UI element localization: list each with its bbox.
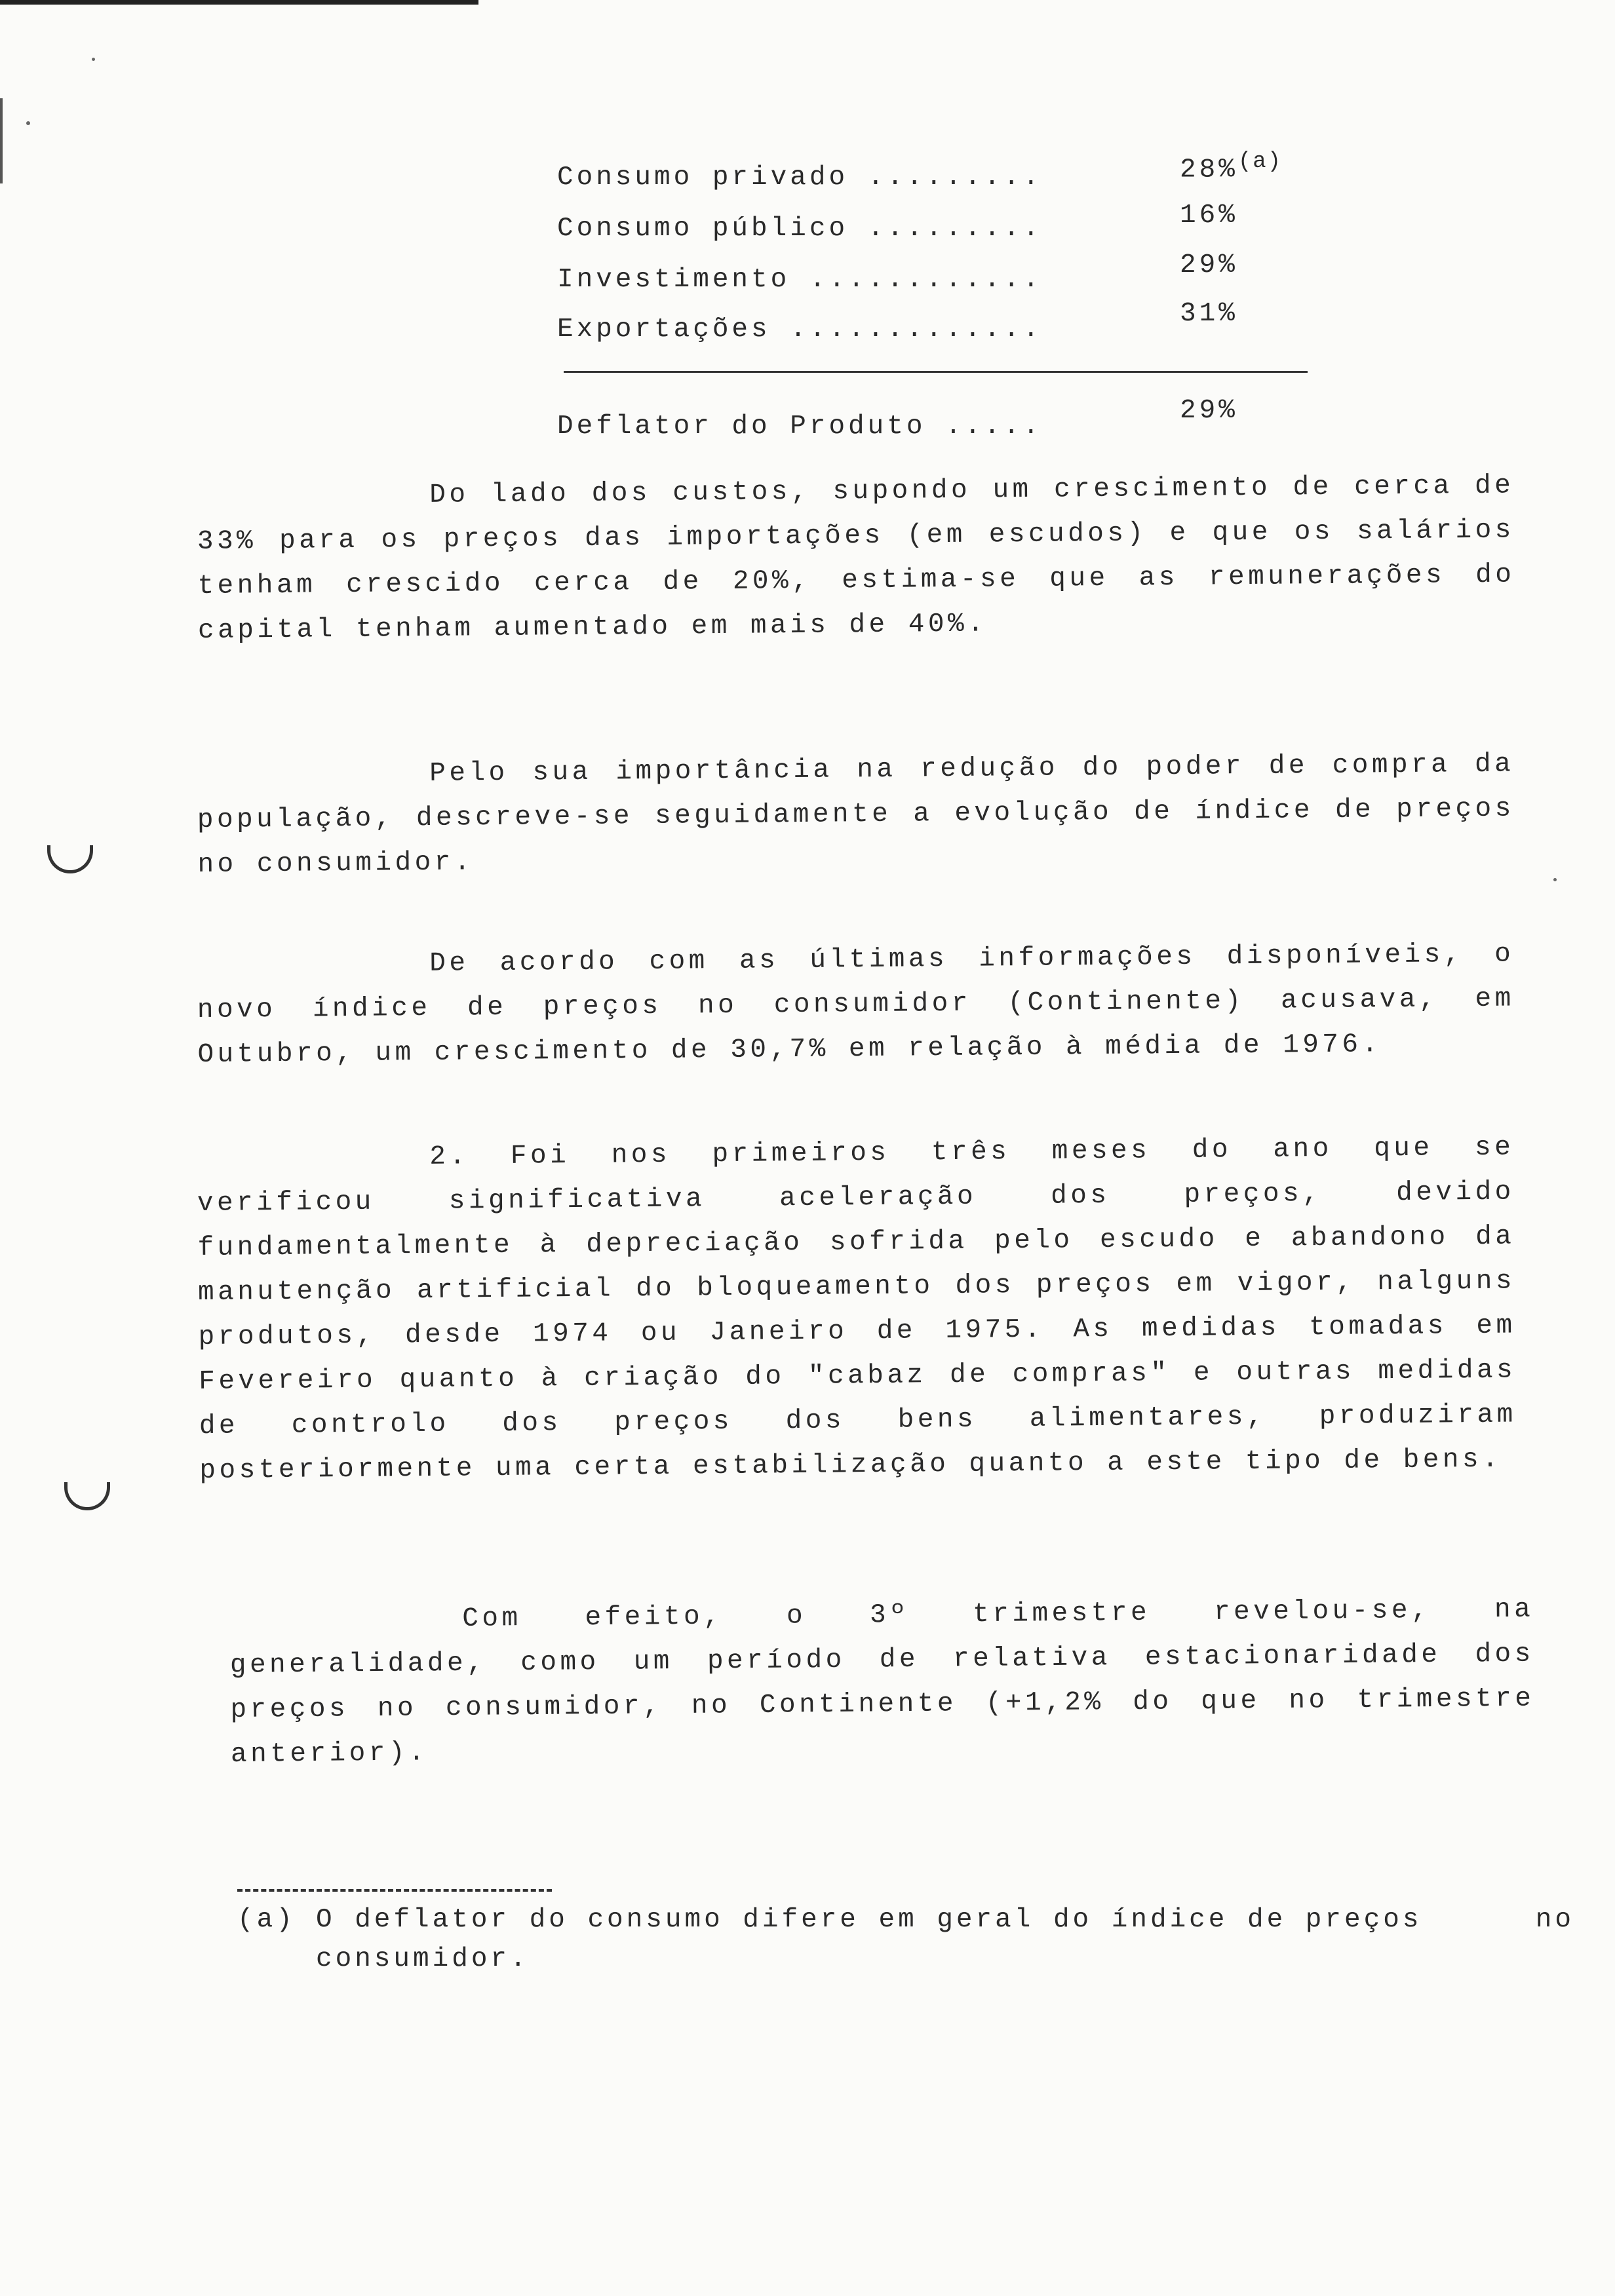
row-value: 29%: [1180, 250, 1238, 280]
footnote-reference: (a): [1237, 149, 1283, 174]
row-label: Consumo público .........: [557, 214, 1043, 244]
scan-top-edge: [0, 0, 478, 5]
footnote: [237, 1900, 1574, 1979]
row-value-wrap: [1180, 149, 1282, 185]
punch-hole-mark: [64, 1482, 110, 1510]
footnote-tail: no: [1535, 1905, 1574, 1935]
table-divider: [564, 371, 1308, 373]
footnote-text: O deflator do consumo difere em geral do índice de preços: [316, 1905, 1422, 1935]
footnote-divider: [237, 1889, 552, 1892]
row-value: 31%: [1180, 299, 1238, 329]
row-value: 28%: [1180, 155, 1238, 185]
total-label: Deflator do Produto .....: [557, 411, 1043, 442]
paragraph-importance: Pelo sua importância na redução do poder de compra da população, descreve-se seguidamente a evolução de índice de preços no consumidor.: [197, 749, 1515, 880]
footnote-mark: (a): [237, 1905, 296, 1935]
row-label: Investimento ............: [557, 265, 1043, 295]
footnote-continuation: consumidor.: [316, 1944, 530, 1974]
scan-speck: [1553, 878, 1557, 881]
row-label: Exportações .............: [557, 315, 1043, 345]
scan-speck: [26, 121, 30, 125]
paragraph-latest-info: De acordo com as últimas informações disponíveis, o novo índice de preços no consumidor (Continente) acusava, em Outubro, um crescimento de 30,7% em relação à média de 1976.: [197, 939, 1515, 1070]
total-value: 29%: [1180, 396, 1238, 426]
row-value: 16%: [1180, 201, 1238, 231]
punch-hole-mark: [47, 845, 93, 873]
paragraph-costs: Do lado dos custos, supondo um crescimento de cerca de 33% para os preços das importações (em escudos) e que os salários tenham crescido cerca de 20%, estima-se que as remunerações do capital tenham aumentado em mais de 40%.: [197, 470, 1515, 646]
paragraph-third-quarter: Com efeito, o 3º trimestre revelou-se, na generalidade, como um período de relativa estacionaridade dos preços no consumidor, no Continente (+1,2% do que no trimestre anterior).: [229, 1594, 1535, 1770]
paragraph-first-quarter: 2. Foi nos primeiros três meses do ano que se verificou significativa aceleração dos preços, devido fundamentalmente à depreciação sofrida pelo escudo e abandono da manutenção artificial do bloqueamento dos preços em vigor, nalguns produtos, desde 1974 ou Janeiro de 1975. As medidas tomadas em Fevereiro quanto à criação do "cabaz de compras" e outras medidas de controlo dos preços dos bens alimentares, produziram posteriormente uma certa estabilização quanto a este tipo de bens.: [197, 1132, 1517, 1486]
scan-left-edge: [0, 98, 3, 183]
row-label: Consumo privado .........: [557, 163, 1043, 193]
scan-speck: [92, 58, 95, 61]
